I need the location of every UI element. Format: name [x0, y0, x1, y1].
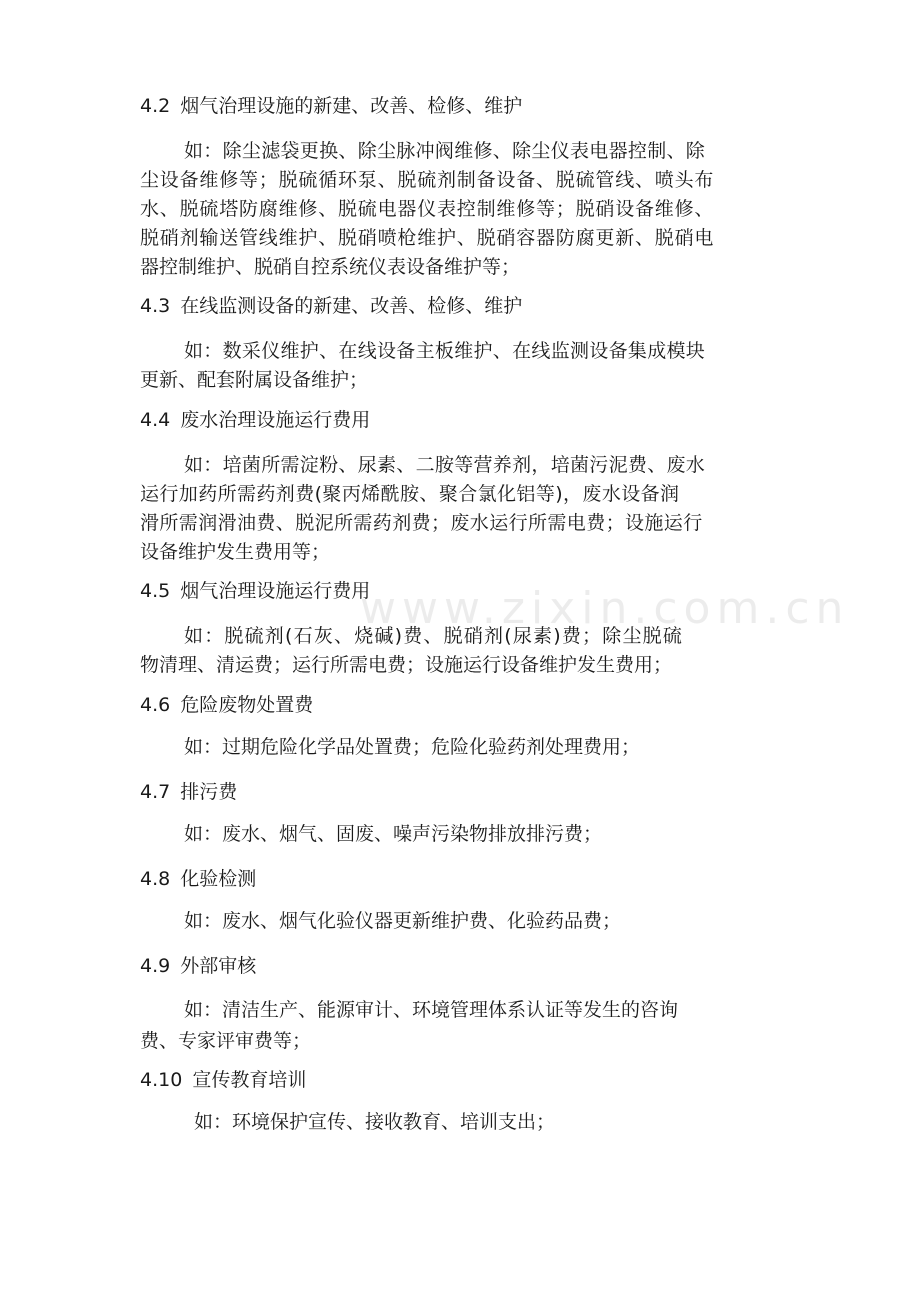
section-number: 4.8 [140, 868, 171, 890]
paragraph-line: 如：废水、烟气化验仪器更新维护费、化验药品费； [184, 910, 622, 932]
section-number: 4.9 [140, 955, 171, 977]
section-number: 4.3 [140, 295, 171, 317]
section-title: 外部审核 [180, 955, 257, 977]
paragraph-line: 尘设备维修等；脱硫循环泵、脱硫剂制备设备、脱硫管线、喷头布 [140, 169, 715, 191]
paragraph-line: 如：过期危险化学品处置费；危险化验药剂处理费用； [184, 736, 641, 758]
section-heading-4-7 [140, 780, 237, 804]
paragraph-line: 如：废水、烟气、固废、噪声污染物排放排污费； [184, 823, 603, 845]
section-number: 4.10 [140, 1069, 183, 1091]
paragraph-line: 如：数采仪维护、在线设备主板维护、在线监测设备集成模块 [184, 340, 706, 362]
section-heading-4-5 [140, 579, 370, 603]
section-title: 在线监测设备的新建、改善、检修、维护 [180, 295, 523, 317]
section-heading-4-4 [140, 408, 370, 432]
section-number: 4.7 [140, 781, 171, 803]
watermark: www.zixin.com.cn [360, 583, 850, 634]
section-title: 烟气治理设施运行费用 [180, 580, 371, 602]
section-title: 排污费 [180, 781, 238, 803]
section-heading-4-10 [140, 1068, 306, 1092]
paragraph-line: 滑所需润滑油费、脱泥所需药剂费；废水运行所需电费；设施运行 [140, 512, 703, 534]
section-heading-4-8 [140, 867, 256, 891]
paragraph-line: 设备维护发生费用等； [140, 541, 331, 563]
paragraph-line: 运行加药所需药剂费(聚丙烯酰胺、聚合氯化铝等)，废水设备润 [140, 483, 680, 505]
section-heading-4-3 [140, 294, 522, 318]
section-title: 化验检测 [180, 868, 257, 890]
section-heading-4-2 [140, 94, 522, 118]
paragraph-line: 如：环境保护宣传、接收教育、培训支出； [194, 1111, 556, 1133]
section-title: 危险废物处置费 [180, 694, 314, 716]
paragraph-line: 费、专家评审费等； [140, 1030, 312, 1052]
paragraph-line: 器控制维护、脱硝自控系统仪表设备维护等； [140, 256, 521, 278]
section-number: 4.4 [140, 409, 171, 431]
paragraph-line: 如：除尘滤袋更换、除尘脉冲阀维修、除尘仪表电器控制、除 [184, 140, 706, 162]
paragraph-line: 如：清洁生产、能源审计、环境管理体系认证等发生的咨询 [184, 999, 679, 1021]
paragraph-line: 如：培菌所需淀粉、尿素、二胺等营养剂，培菌污泥费、废水 [184, 454, 706, 476]
section-heading-4-9 [140, 954, 256, 978]
section-number: 4.6 [140, 694, 171, 716]
paragraph-line: 物清理、清运费；运行所需电费；设施运行设备维护发生费用； [140, 654, 673, 676]
paragraph-line: 更新、配套附属设备维护； [140, 369, 369, 391]
section-title: 废水治理设施运行费用 [180, 409, 371, 431]
section-number: 4.2 [140, 95, 171, 117]
paragraph-line: 水、脱硫塔防腐维修、脱硫电器仪表控制维修等；脱硝设备维修、 [140, 198, 715, 220]
paragraph-line: 脱硝剂输送管线维护、脱硝喷枪维护、脱硝容器防腐更新、脱硝电 [140, 227, 715, 249]
section-number: 4.5 [140, 580, 171, 602]
section-heading-4-6 [140, 693, 313, 717]
paragraph-line: 如：脱硫剂(石灰、烧碱)费、脱硝剂(尿素)费；除尘脱硫 [184, 625, 684, 647]
section-title: 烟气治理设施的新建、改善、检修、维护 [180, 95, 523, 117]
section-title: 宣传教育培训 [192, 1069, 307, 1091]
